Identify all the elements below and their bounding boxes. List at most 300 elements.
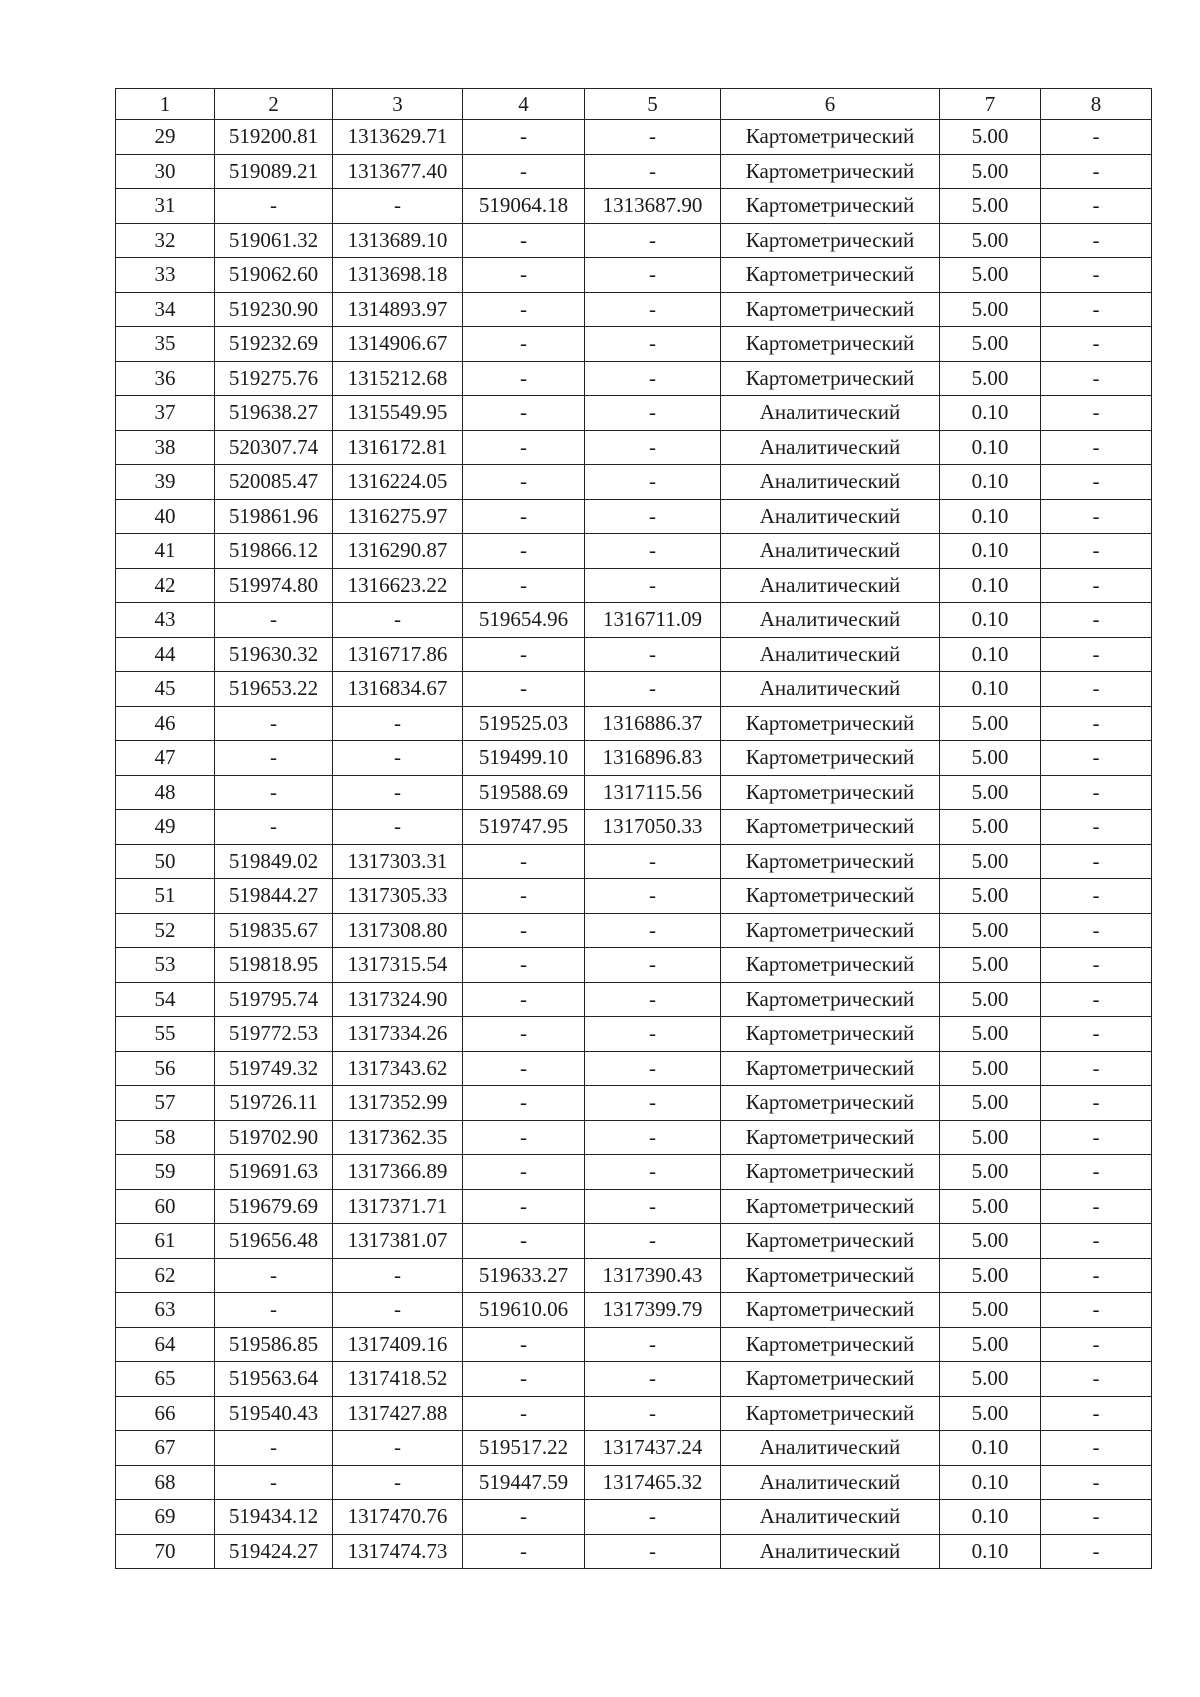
x-coord-cell: 519638.27: [215, 396, 333, 431]
accuracy-cell: 5.00: [940, 1086, 1041, 1121]
point-number-cell: 41: [116, 534, 215, 569]
point-number-cell: 39: [116, 465, 215, 500]
x-new-cell: -: [463, 534, 585, 569]
y-coord-cell: -: [333, 603, 463, 638]
method-cell: Аналитический: [721, 1465, 940, 1500]
y-coord-cell: -: [333, 706, 463, 741]
description-cell: -: [1041, 706, 1152, 741]
x-coord-cell: -: [215, 1258, 333, 1293]
y-new-cell: -: [585, 568, 721, 603]
point-number-cell: 57: [116, 1086, 215, 1121]
method-cell: Аналитический: [721, 534, 940, 569]
table-row: [116, 1120, 1152, 1155]
description-cell: -: [1041, 1362, 1152, 1397]
table-row: [116, 1017, 1152, 1052]
x-coord-cell: 519586.85: [215, 1327, 333, 1362]
x-new-cell: 519633.27: [463, 1258, 585, 1293]
x-coord-cell: 519630.32: [215, 637, 333, 672]
point-number-cell: 40: [116, 499, 215, 534]
point-number-cell: 34: [116, 292, 215, 327]
x-new-cell: -: [463, 1155, 585, 1190]
table-row: [116, 465, 1152, 500]
y-coord-cell: 1317343.62: [333, 1051, 463, 1086]
x-coord-cell: 519691.63: [215, 1155, 333, 1190]
point-number-cell: 31: [116, 189, 215, 224]
y-new-cell: -: [585, 1086, 721, 1121]
method-cell: Картометрический: [721, 1224, 940, 1259]
description-cell: -: [1041, 1534, 1152, 1569]
x-coord-cell: 519563.64: [215, 1362, 333, 1397]
point-number-cell: 37: [116, 396, 215, 431]
accuracy-cell: 5.00: [940, 361, 1041, 396]
y-new-cell: -: [585, 534, 721, 569]
method-cell: Картометрический: [721, 1362, 940, 1397]
description-cell: -: [1041, 1431, 1152, 1466]
x-coord-cell: 519844.27: [215, 879, 333, 914]
y-new-cell: -: [585, 637, 721, 672]
description-cell: -: [1041, 1017, 1152, 1052]
description-cell: -: [1041, 1051, 1152, 1086]
x-new-cell: -: [463, 844, 585, 879]
description-cell: -: [1041, 430, 1152, 465]
description-cell: -: [1041, 879, 1152, 914]
method-cell: Аналитический: [721, 637, 940, 672]
point-number-cell: 38: [116, 430, 215, 465]
table-row: [116, 1362, 1152, 1397]
x-coord-cell: 519434.12: [215, 1500, 333, 1535]
description-cell: -: [1041, 637, 1152, 672]
accuracy-cell: 0.10: [940, 1465, 1041, 1500]
method-cell: Картометрический: [721, 844, 940, 879]
table-row: [116, 430, 1152, 465]
y-new-cell: -: [585, 258, 721, 293]
header-cell: 1: [116, 89, 215, 120]
y-new-cell: 1317050.33: [585, 810, 721, 845]
method-cell: Картометрический: [721, 1396, 940, 1431]
description-cell: -: [1041, 741, 1152, 776]
y-new-cell: 1316896.83: [585, 741, 721, 776]
method-cell: Картометрический: [721, 879, 940, 914]
description-cell: -: [1041, 948, 1152, 983]
y-coord-cell: 1317381.07: [333, 1224, 463, 1259]
header-cell: 2: [215, 89, 333, 120]
description-cell: -: [1041, 568, 1152, 603]
method-cell: Картометрический: [721, 361, 940, 396]
accuracy-cell: 0.10: [940, 430, 1041, 465]
accuracy-cell: 0.10: [940, 396, 1041, 431]
y-new-cell: 1313687.90: [585, 189, 721, 224]
x-new-cell: -: [463, 637, 585, 672]
x-coord-cell: 519200.81: [215, 120, 333, 155]
table-row: [116, 154, 1152, 189]
y-new-cell: 1316886.37: [585, 706, 721, 741]
y-coord-cell: 1316172.81: [333, 430, 463, 465]
point-number-cell: 58: [116, 1120, 215, 1155]
x-coord-cell: 519232.69: [215, 327, 333, 362]
x-new-cell: -: [463, 1500, 585, 1535]
description-cell: -: [1041, 327, 1152, 362]
header-cell: 8: [1041, 89, 1152, 120]
x-new-cell: 519517.22: [463, 1431, 585, 1466]
x-coord-cell: 519275.76: [215, 361, 333, 396]
table-row: [116, 1155, 1152, 1190]
x-coord-cell: 519089.21: [215, 154, 333, 189]
accuracy-cell: 5.00: [940, 1258, 1041, 1293]
y-coord-cell: 1317334.26: [333, 1017, 463, 1052]
y-new-cell: -: [585, 1189, 721, 1224]
y-new-cell: -: [585, 499, 721, 534]
method-cell: Картометрический: [721, 948, 940, 983]
x-coord-cell: -: [215, 1293, 333, 1328]
header-cell: 3: [333, 89, 463, 120]
y-coord-cell: 1317366.89: [333, 1155, 463, 1190]
x-coord-cell: 519866.12: [215, 534, 333, 569]
point-number-cell: 32: [116, 223, 215, 258]
x-coord-cell: 519835.67: [215, 913, 333, 948]
y-new-cell: 1317399.79: [585, 1293, 721, 1328]
y-new-cell: 1317390.43: [585, 1258, 721, 1293]
y-coord-cell: 1317352.99: [333, 1086, 463, 1121]
y-coord-cell: -: [333, 1465, 463, 1500]
method-cell: Картометрический: [721, 1155, 940, 1190]
y-new-cell: -: [585, 465, 721, 500]
method-cell: Картометрический: [721, 120, 940, 155]
header-cell: 6: [721, 89, 940, 120]
y-coord-cell: 1317470.76: [333, 1500, 463, 1535]
y-new-cell: -: [585, 1327, 721, 1362]
x-new-cell: -: [463, 879, 585, 914]
description-cell: -: [1041, 1396, 1152, 1431]
point-number-cell: 36: [116, 361, 215, 396]
accuracy-cell: 5.00: [940, 810, 1041, 845]
y-coord-cell: 1317418.52: [333, 1362, 463, 1397]
table-row: [116, 223, 1152, 258]
x-new-cell: 519064.18: [463, 189, 585, 224]
accuracy-cell: 5.00: [940, 1120, 1041, 1155]
accuracy-cell: 5.00: [940, 1293, 1041, 1328]
point-number-cell: 54: [116, 982, 215, 1017]
description-cell: -: [1041, 223, 1152, 258]
y-new-cell: -: [585, 430, 721, 465]
table-row: [116, 810, 1152, 845]
description-cell: -: [1041, 1086, 1152, 1121]
y-coord-cell: 1317362.35: [333, 1120, 463, 1155]
table-row: [116, 1431, 1152, 1466]
table-row: [116, 120, 1152, 155]
y-new-cell: -: [585, 1534, 721, 1569]
table-row: [116, 1327, 1152, 1362]
x-new-cell: -: [463, 1362, 585, 1397]
y-new-cell: -: [585, 1500, 721, 1535]
table-row: [116, 637, 1152, 672]
description-cell: -: [1041, 1155, 1152, 1190]
description-cell: -: [1041, 292, 1152, 327]
table-row: [116, 189, 1152, 224]
point-number-cell: 47: [116, 741, 215, 776]
table-row: [116, 1500, 1152, 1535]
accuracy-cell: 5.00: [940, 1327, 1041, 1362]
table-row: [116, 775, 1152, 810]
y-coord-cell: -: [333, 1431, 463, 1466]
method-cell: Картометрический: [721, 154, 940, 189]
description-cell: -: [1041, 1465, 1152, 1500]
x-coord-cell: 519702.90: [215, 1120, 333, 1155]
method-cell: Картометрический: [721, 189, 940, 224]
x-new-cell: -: [463, 1189, 585, 1224]
method-cell: Картометрический: [721, 810, 940, 845]
table-row: [116, 361, 1152, 396]
y-new-cell: 1317437.24: [585, 1431, 721, 1466]
y-new-cell: 1316711.09: [585, 603, 721, 638]
method-cell: Картометрический: [721, 223, 940, 258]
y-coord-cell: 1317305.33: [333, 879, 463, 914]
x-new-cell: 519747.95: [463, 810, 585, 845]
table-row: [116, 672, 1152, 707]
accuracy-cell: 0.10: [940, 1534, 1041, 1569]
table-row: [116, 568, 1152, 603]
description-cell: -: [1041, 913, 1152, 948]
accuracy-cell: 5.00: [940, 1362, 1041, 1397]
description-cell: -: [1041, 189, 1152, 224]
x-coord-cell: -: [215, 1465, 333, 1500]
point-number-cell: 55: [116, 1017, 215, 1052]
x-new-cell: -: [463, 913, 585, 948]
accuracy-cell: 5.00: [940, 258, 1041, 293]
y-new-cell: -: [585, 879, 721, 914]
x-coord-cell: -: [215, 706, 333, 741]
y-coord-cell: 1315549.95: [333, 396, 463, 431]
table-row: [116, 913, 1152, 948]
x-new-cell: -: [463, 1224, 585, 1259]
method-cell: Картометрический: [721, 258, 940, 293]
y-new-cell: -: [585, 1155, 721, 1190]
x-new-cell: -: [463, 1534, 585, 1569]
point-number-cell: 50: [116, 844, 215, 879]
y-coord-cell: 1313689.10: [333, 223, 463, 258]
accuracy-cell: 5.00: [940, 154, 1041, 189]
x-new-cell: -: [463, 1051, 585, 1086]
method-cell: Картометрический: [721, 1327, 940, 1362]
table-row: [116, 258, 1152, 293]
point-number-cell: 65: [116, 1362, 215, 1397]
accuracy-cell: 0.10: [940, 499, 1041, 534]
y-new-cell: 1317115.56: [585, 775, 721, 810]
x-new-cell: -: [463, 1396, 585, 1431]
point-number-cell: 59: [116, 1155, 215, 1190]
point-number-cell: 53: [116, 948, 215, 983]
y-new-cell: -: [585, 982, 721, 1017]
accuracy-cell: 0.10: [940, 637, 1041, 672]
accuracy-cell: 5.00: [940, 1017, 1041, 1052]
description-cell: -: [1041, 534, 1152, 569]
description-cell: -: [1041, 258, 1152, 293]
method-cell: Аналитический: [721, 1500, 940, 1535]
x-coord-cell: -: [215, 189, 333, 224]
point-number-cell: 63: [116, 1293, 215, 1328]
x-coord-cell: 519540.43: [215, 1396, 333, 1431]
x-new-cell: 519654.96: [463, 603, 585, 638]
method-cell: Аналитический: [721, 672, 940, 707]
y-new-cell: 1317465.32: [585, 1465, 721, 1500]
x-new-cell: -: [463, 120, 585, 155]
description-cell: -: [1041, 844, 1152, 879]
header-cell: 4: [463, 89, 585, 120]
x-new-cell: -: [463, 1120, 585, 1155]
x-new-cell: 519610.06: [463, 1293, 585, 1328]
method-cell: Аналитический: [721, 1534, 940, 1569]
y-coord-cell: 1313629.71: [333, 120, 463, 155]
description-cell: -: [1041, 1120, 1152, 1155]
description-cell: -: [1041, 1293, 1152, 1328]
description-cell: -: [1041, 154, 1152, 189]
x-new-cell: -: [463, 672, 585, 707]
description-cell: -: [1041, 1189, 1152, 1224]
method-cell: Картометрический: [721, 1017, 940, 1052]
x-coord-cell: 519061.32: [215, 223, 333, 258]
header-row: [116, 89, 1152, 120]
x-new-cell: -: [463, 1327, 585, 1362]
table-row: [116, 844, 1152, 879]
description-cell: -: [1041, 499, 1152, 534]
x-new-cell: -: [463, 568, 585, 603]
y-coord-cell: 1314906.67: [333, 327, 463, 362]
x-coord-cell: 519861.96: [215, 499, 333, 534]
method-cell: Картометрический: [721, 292, 940, 327]
accuracy-cell: 5.00: [940, 1155, 1041, 1190]
table-row: [116, 534, 1152, 569]
x-coord-cell: 519818.95: [215, 948, 333, 983]
x-coord-cell: 519749.32: [215, 1051, 333, 1086]
x-new-cell: 519588.69: [463, 775, 585, 810]
point-number-cell: 60: [116, 1189, 215, 1224]
point-number-cell: 51: [116, 879, 215, 914]
accuracy-cell: 0.10: [940, 568, 1041, 603]
method-cell: Аналитический: [721, 603, 940, 638]
y-coord-cell: -: [333, 1258, 463, 1293]
y-coord-cell: 1317324.90: [333, 982, 463, 1017]
y-coord-cell: 1313698.18: [333, 258, 463, 293]
accuracy-cell: 5.00: [940, 879, 1041, 914]
point-number-cell: 29: [116, 120, 215, 155]
x-coord-cell: 519795.74: [215, 982, 333, 1017]
y-new-cell: -: [585, 327, 721, 362]
y-new-cell: -: [585, 1017, 721, 1052]
accuracy-cell: 5.00: [940, 327, 1041, 362]
accuracy-cell: 5.00: [940, 292, 1041, 327]
x-new-cell: -: [463, 430, 585, 465]
method-cell: Картометрический: [721, 775, 940, 810]
description-cell: -: [1041, 1224, 1152, 1259]
x-new-cell: -: [463, 396, 585, 431]
header-cell: 7: [940, 89, 1041, 120]
table-row: [116, 603, 1152, 638]
y-coord-cell: -: [333, 775, 463, 810]
table-row: [116, 1534, 1152, 1569]
method-cell: Аналитический: [721, 465, 940, 500]
y-new-cell: -: [585, 672, 721, 707]
table-row: [116, 879, 1152, 914]
method-cell: Картометрический: [721, 1293, 940, 1328]
accuracy-cell: 0.10: [940, 465, 1041, 500]
point-number-cell: 70: [116, 1534, 215, 1569]
point-number-cell: 67: [116, 1431, 215, 1466]
point-number-cell: 61: [116, 1224, 215, 1259]
x-coord-cell: 519656.48: [215, 1224, 333, 1259]
x-coord-cell: 519849.02: [215, 844, 333, 879]
method-cell: Аналитический: [721, 1431, 940, 1466]
table-row: [116, 982, 1152, 1017]
y-coord-cell: -: [333, 1293, 463, 1328]
description-cell: -: [1041, 1327, 1152, 1362]
accuracy-cell: 0.10: [940, 603, 1041, 638]
accuracy-cell: 0.10: [940, 534, 1041, 569]
x-coord-cell: 520307.74: [215, 430, 333, 465]
x-new-cell: -: [463, 982, 585, 1017]
y-new-cell: -: [585, 223, 721, 258]
y-new-cell: -: [585, 1396, 721, 1431]
y-coord-cell: -: [333, 741, 463, 776]
accuracy-cell: 5.00: [940, 1189, 1041, 1224]
description-cell: -: [1041, 810, 1152, 845]
point-number-cell: 56: [116, 1051, 215, 1086]
x-coord-cell: 519653.22: [215, 672, 333, 707]
y-coord-cell: 1313677.40: [333, 154, 463, 189]
accuracy-cell: 5.00: [940, 982, 1041, 1017]
y-new-cell: -: [585, 844, 721, 879]
accuracy-cell: 5.00: [940, 1224, 1041, 1259]
method-cell: Картометрический: [721, 327, 940, 362]
accuracy-cell: 0.10: [940, 1500, 1041, 1535]
x-new-cell: -: [463, 154, 585, 189]
point-number-cell: 64: [116, 1327, 215, 1362]
x-new-cell: 519525.03: [463, 706, 585, 741]
accuracy-cell: 0.10: [940, 672, 1041, 707]
x-coord-cell: 519974.80: [215, 568, 333, 603]
table-row: [116, 741, 1152, 776]
y-coord-cell: 1316623.22: [333, 568, 463, 603]
y-new-cell: -: [585, 361, 721, 396]
x-new-cell: -: [463, 465, 585, 500]
x-new-cell: -: [463, 1017, 585, 1052]
x-coord-cell: 519772.53: [215, 1017, 333, 1052]
description-cell: -: [1041, 1500, 1152, 1535]
table-row: [116, 1224, 1152, 1259]
method-cell: Картометрический: [721, 982, 940, 1017]
x-new-cell: -: [463, 499, 585, 534]
table-row: [116, 292, 1152, 327]
point-number-cell: 35: [116, 327, 215, 362]
point-number-cell: 49: [116, 810, 215, 845]
description-cell: -: [1041, 775, 1152, 810]
y-coord-cell: -: [333, 189, 463, 224]
y-coord-cell: 1316290.87: [333, 534, 463, 569]
table-row: [116, 327, 1152, 362]
table-row: [116, 499, 1152, 534]
y-coord-cell: 1316834.67: [333, 672, 463, 707]
x-coord-cell: 519726.11: [215, 1086, 333, 1121]
description-cell: -: [1041, 982, 1152, 1017]
y-new-cell: -: [585, 154, 721, 189]
y-coord-cell: 1316717.86: [333, 637, 463, 672]
y-coord-cell: 1317474.73: [333, 1534, 463, 1569]
method-cell: Аналитический: [721, 430, 940, 465]
description-cell: -: [1041, 120, 1152, 155]
table-row: [116, 1465, 1152, 1500]
y-coord-cell: 1317371.71: [333, 1189, 463, 1224]
table-row: [116, 706, 1152, 741]
accuracy-cell: 5.00: [940, 1396, 1041, 1431]
point-number-cell: 48: [116, 775, 215, 810]
